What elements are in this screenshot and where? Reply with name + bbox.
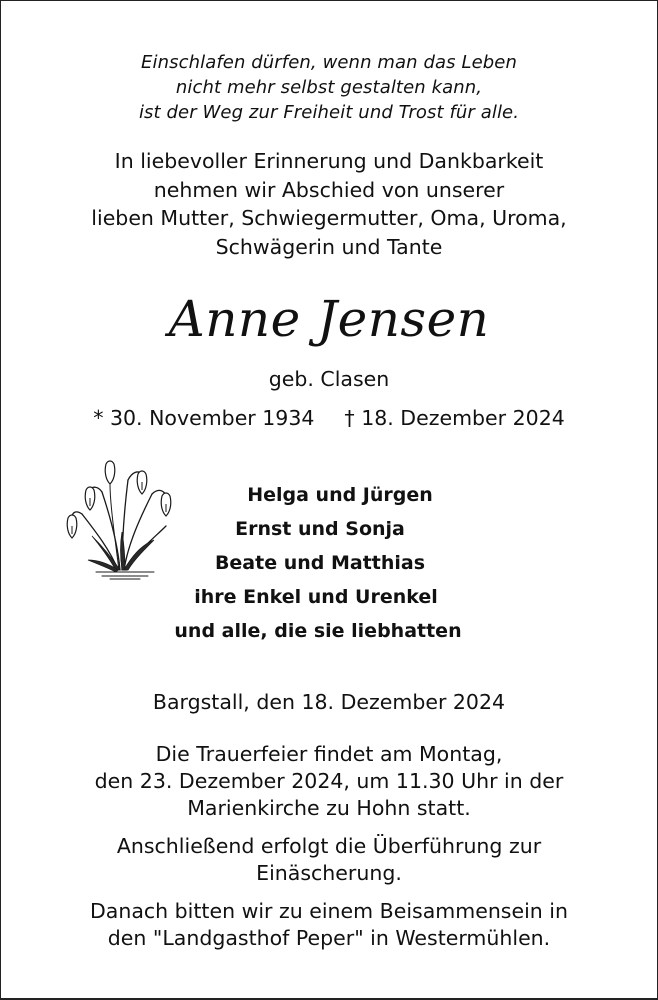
mourner-line: Helga und Jürgen <box>247 484 433 506</box>
service-details <box>0 741 658 952</box>
intro-line: Schwägerin und Tante <box>215 234 443 259</box>
mourner-line: Ernst und Sonja <box>235 518 405 540</box>
mourner-line: und alle, die sie liebhatten <box>174 620 462 642</box>
place-and-date: Bargstall, den 18. Dezember 2024 <box>152 690 506 714</box>
intro-line: In liebevoller Erinnerung und Dankbarkeit <box>114 149 544 173</box>
transfer-line: Anschließend erfolgt die Überführung zur <box>116 834 542 858</box>
mourner-line: Beate und Matthias <box>214 552 426 574</box>
ceremony-line: Die Trauerfeier findet am Montag, <box>155 742 503 766</box>
ceremony-paragraph <box>0 741 658 822</box>
intro-text <box>0 147 658 261</box>
motto-quote <box>0 50 658 125</box>
deceased-name: Anne Jensen <box>168 290 490 348</box>
life-dates <box>0 403 658 433</box>
birth-name: geb. Clasen <box>268 367 390 391</box>
ceremony-line: den 23. Dezember 2024, um 11.30 Uhr in der <box>94 769 564 793</box>
transfer-paragraph <box>0 833 658 887</box>
mourners-list <box>140 478 540 648</box>
death-date: † 18. Dezember 2024 <box>344 406 565 430</box>
motto-line: Einschlafen dürfen, wenn man das Leben <box>141 52 517 73</box>
gathering-line: den "Landgasthof Peper" in Westermühlen. <box>107 926 551 950</box>
gathering-paragraph <box>0 898 658 952</box>
gathering-line: Danach bitten wir zu einem Beisammensein in <box>89 899 568 923</box>
motto-line: nicht mehr selbst gestalten kann, <box>175 77 483 98</box>
birth-date: * 30. November 1934 <box>93 406 315 430</box>
mourner-line: ihre Enkel und Urenkel <box>194 586 438 608</box>
intro-line: lieben Mutter, Schwiegermutter, Oma, Uroma, <box>91 206 567 230</box>
motto-line: ist der Weg zur Freiheit und Trost für alle. <box>138 102 520 123</box>
ceremony-line: Marienkirche zu Hohn statt. <box>187 796 471 820</box>
transfer-line: Einäscherung. <box>256 861 402 885</box>
intro-line: nehmen wir Abschied von unserer <box>153 177 505 202</box>
